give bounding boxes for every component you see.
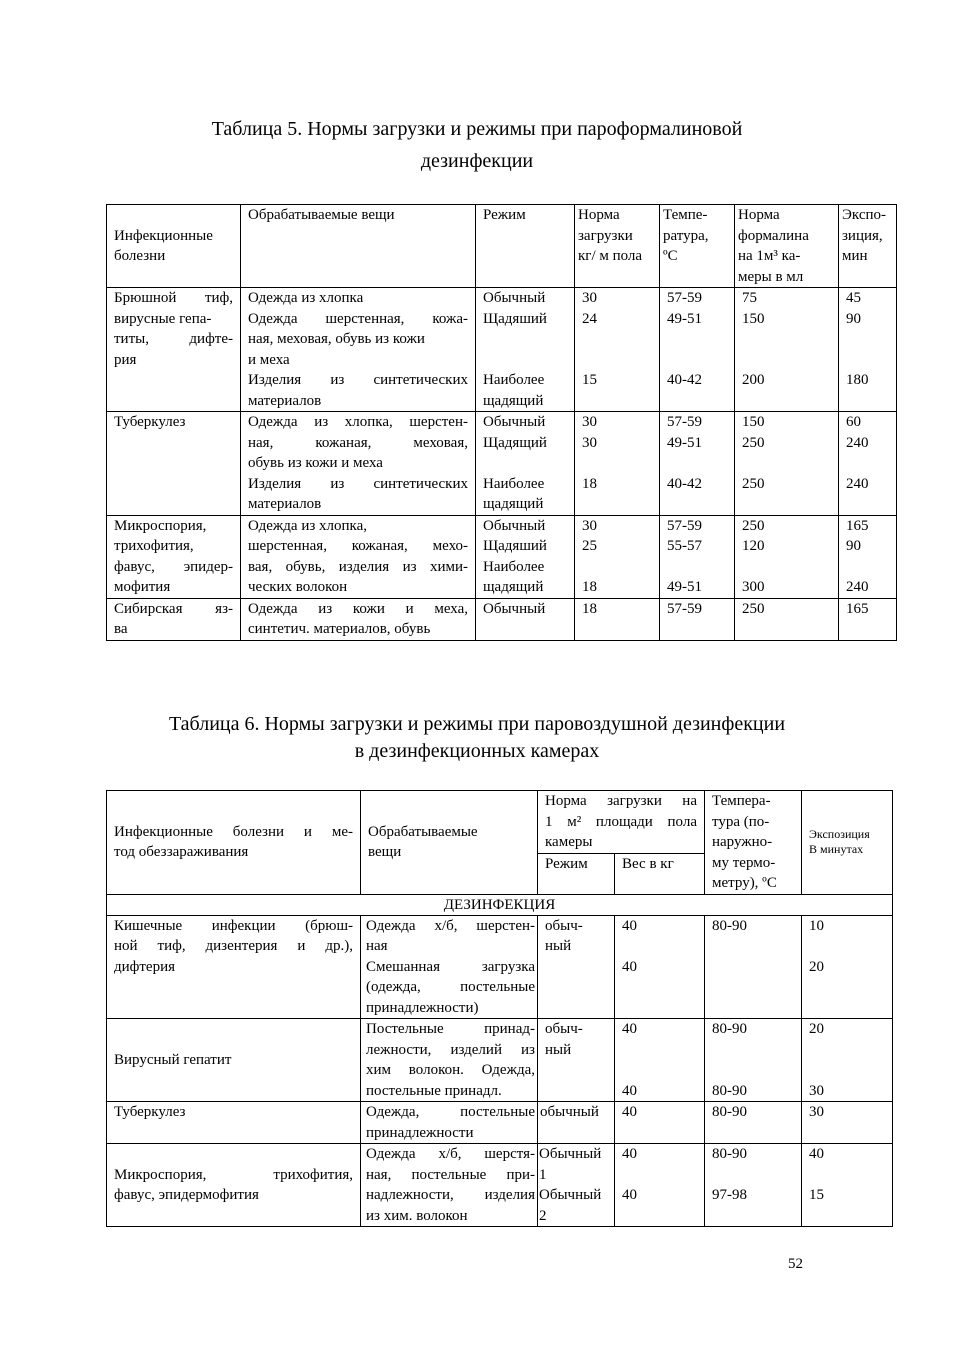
row-formalin: 150 250 250	[735, 412, 839, 516]
row-temp: 80-90	[705, 1102, 802, 1144]
row-load: 18	[575, 598, 660, 640]
table-row	[107, 515, 897, 598]
table-row	[107, 915, 893, 1019]
row-weight: 40	[615, 1102, 705, 1144]
row-load: 30 30 18	[575, 412, 660, 516]
header-exposure: Экспозиция В минутах	[802, 791, 893, 895]
table-row	[107, 1019, 893, 1102]
header-load: Норма загрузки на 1 м² площади пола камеры	[538, 791, 705, 854]
row-items: Одежда из кожи и меха, синтетич. материалов, обувь	[241, 598, 476, 640]
row-exposure: 165 90 240	[839, 515, 897, 598]
header-formalin: Норма формалина на 1м³ ка- меры в мл	[735, 205, 839, 288]
header-exposure: Экспо- зиция, мин	[839, 205, 897, 288]
row-items: Постельные принад- лежности, изделий из хим волокон. Одежда, постельные принадл.	[361, 1019, 538, 1102]
table5-title: Таблица 5. Нормы загрузки и режимы при пароформалиновой дезинфекции	[211, 118, 743, 172]
row-items: Одежда из хлопка, шерстен- ная, кожаная, меховая, обувь из кожи и меха Изделия из синтетических материалов	[241, 412, 476, 516]
row-exposure: 40 15	[802, 1144, 893, 1227]
header-disease: Инфекционные болезни	[107, 205, 241, 288]
row-formalin: 250 120 300	[735, 515, 839, 598]
row-load: 30 25 18	[575, 515, 660, 598]
section-row	[107, 894, 893, 915]
row-exposure: 165	[839, 598, 897, 640]
row-mode: Обычный	[476, 598, 575, 640]
row-formalin: 75 150 200	[735, 288, 839, 412]
table-row	[107, 412, 897, 516]
header-mode: Режим	[476, 205, 575, 288]
row-temp: 80-90 97-98	[705, 1144, 802, 1227]
header-items: Обрабатываемые вещи	[241, 205, 476, 288]
header-temp: Темпе- ратура, ºС	[660, 205, 735, 288]
row-mode: обыч- ный	[538, 915, 615, 1019]
row-disease: Вирусный гепатит	[107, 1019, 361, 1102]
header-load: Норма загрузки кг/ м пола	[575, 205, 660, 288]
row-load: 30 24 15	[575, 288, 660, 412]
row-mode: Обычный Щадяший Наиболее щадящий	[476, 515, 575, 598]
row-disease: Микроспория, трихофития, фавус, эпидермофития	[107, 1144, 361, 1227]
table6	[106, 790, 893, 1227]
header-mode: Режим	[538, 853, 615, 894]
row-temp: 80-90	[705, 915, 802, 1019]
row-temp: 57-59 55-57 49-51	[660, 515, 735, 598]
table-row	[107, 1144, 893, 1227]
row-disease: Туберкулез	[107, 1102, 361, 1144]
row-weight: 40 40	[615, 915, 705, 1019]
row-disease: Микроспория, трихофития, фавус, эпидер- мофития	[107, 515, 241, 598]
row-mode: обычный	[538, 1102, 615, 1144]
table-row	[107, 288, 897, 412]
table5	[106, 204, 897, 641]
row-exposure: 20 30	[802, 1019, 893, 1102]
row-weight: 40 40	[615, 1019, 705, 1102]
row-weight: 40 40	[615, 1144, 705, 1227]
row-mode: Обычный 1 Обычный 2	[538, 1144, 615, 1227]
row-items: Одежда х/б, шерстя- ная, постельные при- надлежности, изделия из хим. волокон	[361, 1144, 538, 1227]
row-mode: Обычный Щадяший Наиболее щадящий	[476, 288, 575, 412]
header-items: Обрабатываемые вещи	[361, 791, 538, 895]
row-temp: 57-59 49-51 40-42	[660, 288, 735, 412]
header-temp: Темпера- тура (по- наружно- му термо- метру), ºС	[705, 791, 802, 895]
row-formalin: 250	[735, 598, 839, 640]
header-weight: Вес в кг	[615, 853, 705, 894]
row-temp: 80-90 80-90	[705, 1019, 802, 1102]
row-mode: Обычный Щадящий Наиболее щадящий	[476, 412, 575, 516]
row-disease: Туберкулез	[107, 412, 241, 516]
section-title: ДЕЗИНФЕКЦИЯ	[107, 894, 893, 915]
table-row	[107, 598, 897, 640]
row-items: Одежда из хлопка, шерстенная, кожаная, мехо- вая, обувь, изделия из хими- ческих волокон	[241, 515, 476, 598]
row-temp: 57-59 49-51 40-42	[660, 412, 735, 516]
row-items: Одежда, постельные принадлежности	[361, 1102, 538, 1144]
row-exposure: 30	[802, 1102, 893, 1144]
row-exposure: 45 90 180	[839, 288, 897, 412]
row-disease: Кишечные инфекции (брюш- ной тиф, дизентерия и др.), дифтерия	[107, 915, 361, 1019]
row-exposure: 10 20	[802, 915, 893, 1019]
table-row	[107, 1102, 893, 1144]
table6-title: Таблица 6. Нормы загрузки и режимы при паровоздушной дезинфекции в дезинфекционных камерах	[168, 713, 786, 762]
row-disease: Брюшной тиф, вирусные гепа- титы, дифте- рия	[107, 288, 241, 412]
page-number: 52	[788, 1256, 803, 1272]
table6-header-row	[107, 791, 893, 854]
table5-header-row	[107, 205, 897, 288]
row-mode: обыч- ный	[538, 1019, 615, 1102]
row-temp: 57-59	[660, 598, 735, 640]
row-items: Одежда из хлопка Одежда шерстенная, кожа- ная, меховая, обувь из кожи и меха Изделия из синтетических материалов	[241, 288, 476, 412]
header-disease: Инфекционные болезни и ме- тод обеззараживания	[107, 791, 361, 895]
row-disease: Сибирская яз- ва	[107, 598, 241, 640]
row-items: Одежда х/б, шерстен- ная Смешанная загрузка (одежда, постельные принадлежности)	[361, 915, 538, 1019]
row-exposure: 60 240 240	[839, 412, 897, 516]
